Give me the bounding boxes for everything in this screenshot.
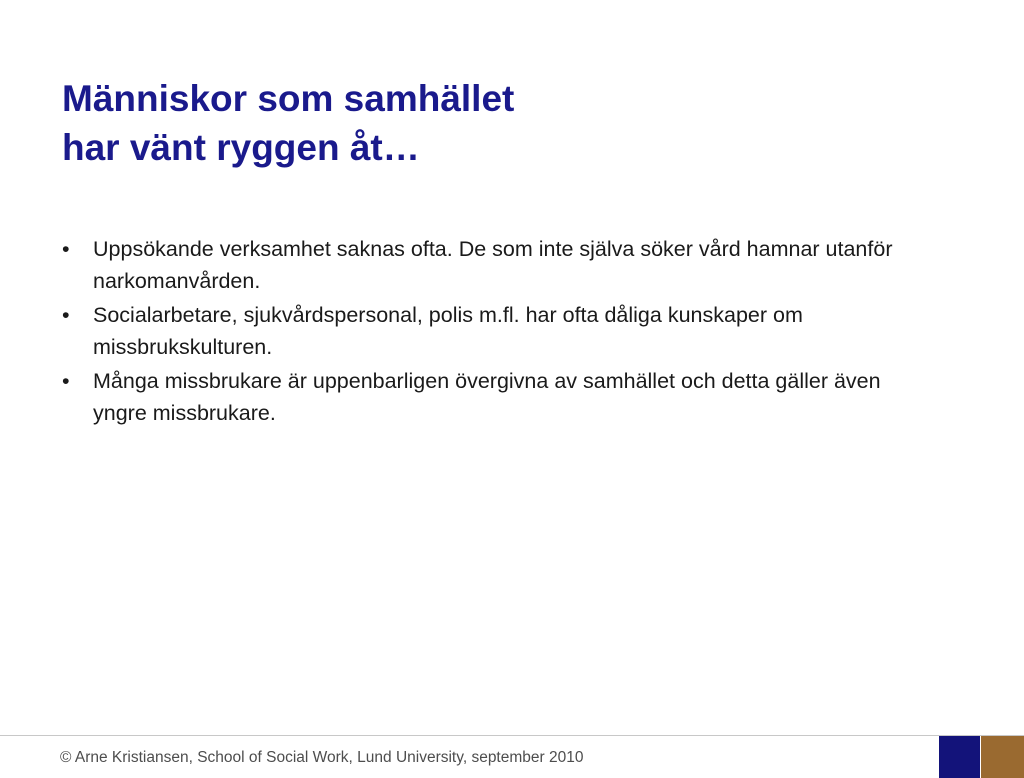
slide-title-line-1: Människor som samhället [62,78,515,119]
slide-title [62,74,942,172]
bullet-icon: • [62,237,70,261]
slide-title-line-2: har vänt ryggen åt… [62,127,420,168]
bullet-list [60,233,940,431]
footer-divider [0,735,1024,736]
footer-copyright: © Arne Kristiansen, School of Social Work, Lund University, september 2010 [60,749,584,766]
bullet-icon: • [62,369,70,393]
bullet-icon: • [62,303,70,327]
bullet-text-3: Många missbrukare är uppenbarligen övergivna av samhället och detta gäller även yngre missbrukare. [93,369,881,425]
footer-color-block-bronze [981,736,1024,778]
bullet-item-3 [60,365,940,429]
bullet-item-2 [60,299,940,363]
bullet-text-1: Uppsökande verksamhet saknas ofta. De som inte själva söker vård hamnar utanför narkomanvården. [93,237,893,293]
bullet-item-1 [60,233,940,297]
footer-color-block-blue [939,736,980,778]
bullet-text-2: Socialarbetare, sjukvårdspersonal, polis m.fl. har ofta dåliga kunskaper om missbrukskulturen. [93,303,803,359]
